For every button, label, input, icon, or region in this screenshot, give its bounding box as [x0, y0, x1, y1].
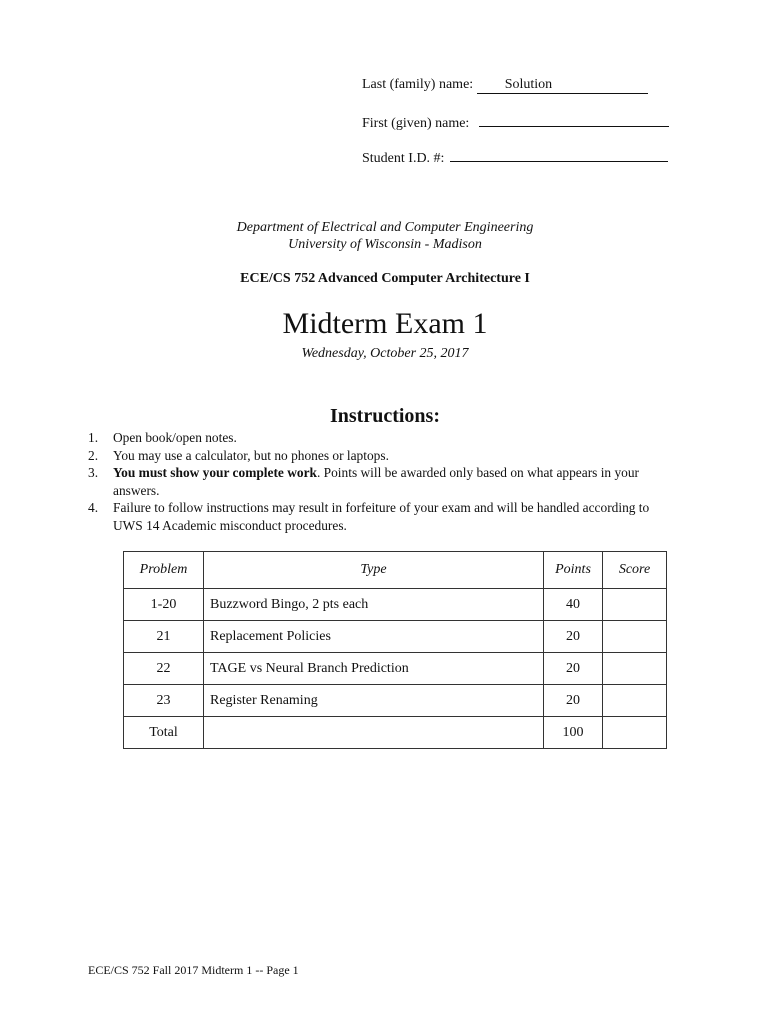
- cell-problem: 21: [124, 621, 204, 653]
- instruction-item: 1. Open book/open notes.: [88, 430, 237, 445]
- page-footer: ECE/CS 752 Fall 2017 Midterm 1 -- Page 1: [88, 963, 299, 977]
- cell-total-points: 100: [544, 717, 603, 749]
- university-name: University of Wisconsin - Madison: [288, 237, 482, 252]
- exam-title: Midterm Exam 1: [282, 307, 488, 340]
- cell-problem: 1-20: [124, 589, 204, 621]
- cell-problem: 22: [124, 653, 204, 685]
- instructions-list: [88, 429, 678, 534]
- header-problem: Problem: [124, 552, 204, 589]
- cell-total-score: [603, 717, 667, 749]
- instructions-heading: Instructions:: [329, 405, 440, 427]
- cell-type: Register Renaming: [204, 685, 544, 717]
- last-name-field: [362, 77, 648, 94]
- first-name-blank: [479, 112, 669, 127]
- table-row: [124, 621, 667, 653]
- cell-type: Buzzword Bingo, 2 pts each: [204, 589, 544, 621]
- student-id-field: [362, 147, 668, 167]
- cell-type: TAGE vs Neural Branch Prediction: [204, 653, 544, 685]
- last-name-label: Last (family) name:: [362, 77, 474, 92]
- cell-score: [603, 621, 667, 653]
- table-header-row: [124, 552, 667, 589]
- table-row: [124, 589, 667, 621]
- department-block: [0, 219, 770, 253]
- cell-type: Replacement Policies: [204, 621, 544, 653]
- header-points: Points: [544, 552, 603, 589]
- instruction-item: 2. You may use a calculator, but no phones or laptops.: [88, 447, 389, 463]
- cell-points: 20: [544, 621, 603, 653]
- table-row: [124, 653, 667, 685]
- department-name: Department of Electrical and Computer Engineering: [236, 220, 534, 235]
- table-total-row: [124, 717, 667, 749]
- cell-problem: 23: [124, 685, 204, 717]
- instruction-item: 3. You must show your complete work. Points will be awarded only based on what appears in your answers.: [88, 465, 640, 498]
- last-name-value: Solution: [477, 77, 648, 94]
- header-type: Type: [204, 552, 544, 589]
- exam-date: Wednesday, October 25, 2017: [301, 346, 469, 361]
- course-title: ECE/CS 752 Advanced Computer Architecture I: [240, 271, 530, 286]
- instruction-item: 4. Failure to follow instructions may result in forfeiture of your exam and will be handled according to UWS 14 Academic misconduct procedures.: [88, 500, 650, 533]
- cell-score: [603, 589, 667, 621]
- student-id-label: Student I.D. #:: [362, 151, 445, 166]
- header-score: Score: [603, 552, 667, 589]
- cell-points: 20: [544, 685, 603, 717]
- first-name-label: First (given) name:: [362, 116, 470, 131]
- table-row: [124, 685, 667, 717]
- first-name-field: [362, 112, 669, 132]
- cell-points: 40: [544, 589, 603, 621]
- cell-score: [603, 653, 667, 685]
- student-id-blank: [450, 147, 668, 162]
- score-table: [123, 551, 667, 749]
- cell-score: [603, 685, 667, 717]
- cell-total-label: Total: [124, 717, 204, 749]
- cell-type: [204, 717, 544, 749]
- cell-points: 20: [544, 653, 603, 685]
